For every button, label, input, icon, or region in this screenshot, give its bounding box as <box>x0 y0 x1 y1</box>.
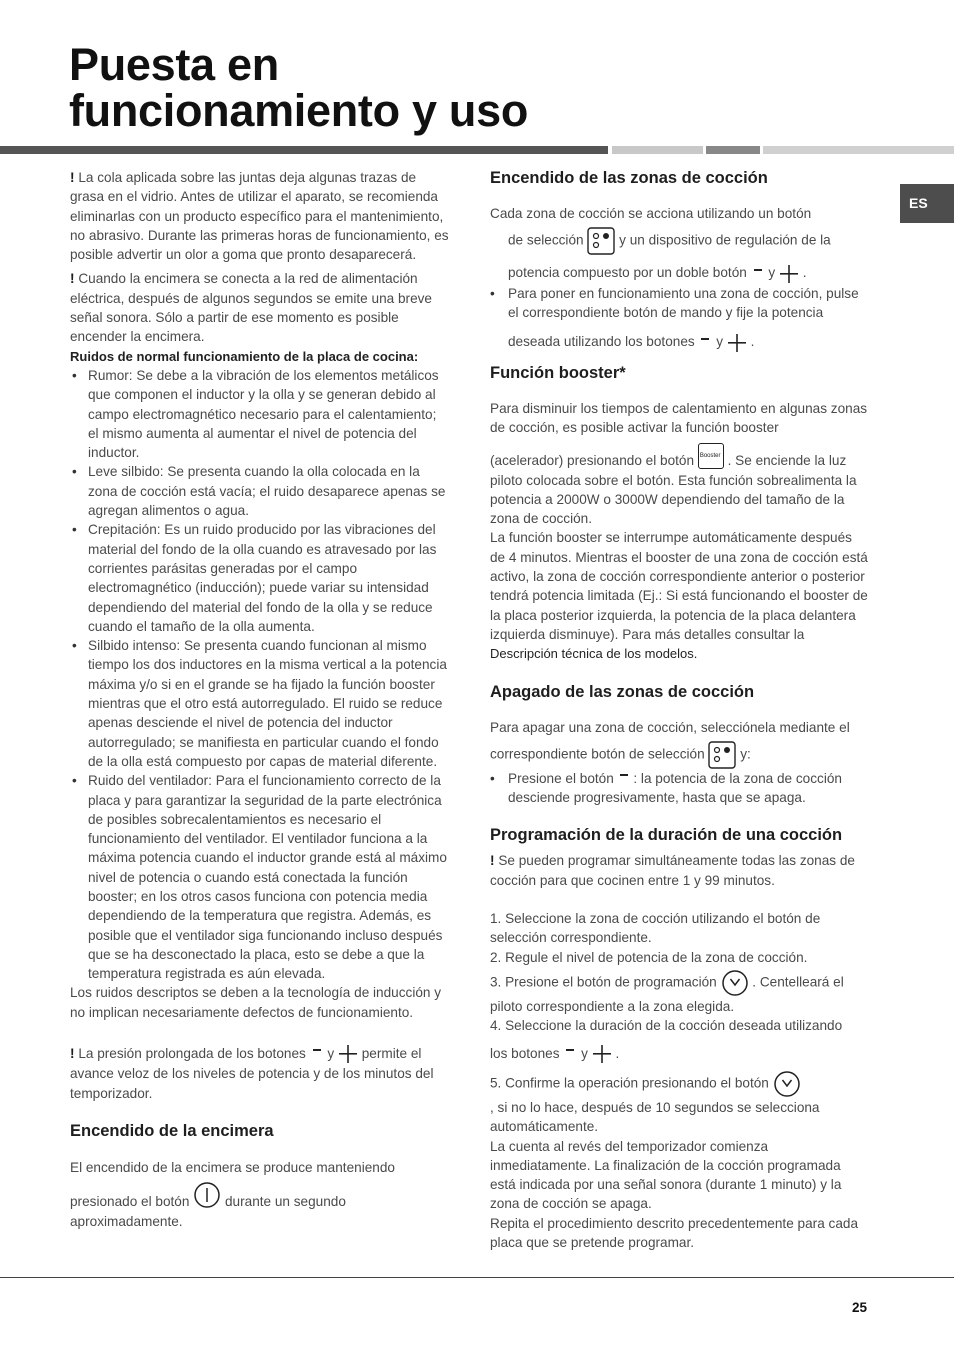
section-heading-encimera: Encendido de la encimera <box>70 1122 274 1141</box>
step-3-text-a: 3. Presione el botón de programación <box>490 974 717 990</box>
step-3 <box>490 969 870 1016</box>
power-icon <box>193 1181 221 1209</box>
encimera-line-1: El encendido de la encimera se produce manteniendo <box>70 1160 395 1176</box>
programacion-note <box>490 851 870 890</box>
apagado-list <box>490 769 870 808</box>
zonas-text-f: deseada utilizando los botones <box>508 334 695 350</box>
plus-icon <box>592 1044 612 1064</box>
zonas-line-3 <box>490 263 870 283</box>
booster-text-a: (acelerador) presionando el botón <box>490 453 695 469</box>
selection-button-icon <box>708 741 736 769</box>
list-item: • Crepitación: Es un ruido producido por las vibraciones del material del fondo de la olla cuando es atravesado por las corrientes parásitas generadas por el campo electromagnético (inducción); puede variar su intensidad dependiendo del material del fondo de la olla y se reduce cuando el tamaño de la olla aumenta. <box>70 520 450 636</box>
booster-line-3 <box>490 528 870 663</box>
step-4-text-a: los botones <box>490 1045 560 1061</box>
section-heading-programacion: Programación de la duración de una cocción <box>490 826 843 845</box>
noise-list <box>70 366 450 984</box>
step-4: 4. Seleccione la duración de la cocción deseada utilizando <box>490 1018 843 1034</box>
list-item: • Ruido del ventilador: Para el funcionamiento correcto de la placa y para garantizar la seguridad de la parte electrónica de posibles sobrecalentamientos es necesario el funcionamiento del ventilador. El ventilador funciona a la máxima potencia cuando el inductor grande está al máximo nivel de potencia o cuando está conectada la función booster; en los otros casos funciona con potencia media dependiendo de la temperatura que registra. Además, es posible que el ventilador siga funcionando incluso después que se ha desconectado la placa, esto se debe a que la temperatura registrada es aún elevada. <box>70 771 450 983</box>
list-item <box>490 769 870 808</box>
zonas-text-h: . <box>750 334 755 350</box>
plus-icon <box>338 1044 358 1064</box>
step-4-buttons <box>490 1044 870 1064</box>
section-heading-apagado: Apagado de las zonas de cocción <box>490 682 755 701</box>
zonas-list <box>490 284 870 353</box>
footer-rule <box>0 1277 954 1278</box>
left-column <box>70 168 450 1231</box>
header-bar-mid <box>706 146 760 154</box>
warning-glue-text: La cola aplicada sobre las juntas deja algunas trazas de grasa en el vidrio. Antes de utilizar el aparato, se recomienda eliminarlas con un producto específico para el mantenimiento, no abrasivo. Durante las primeras horas de funcionamiento, es posible advertir un olor a goma que pronto desaparecerá. <box>70 170 449 263</box>
page-title-line-1: Puesta en <box>69 39 279 90</box>
header-bar-light-2 <box>763 146 954 154</box>
zonas-text-e: . <box>802 265 807 281</box>
exclamation-icon: ! <box>490 853 495 869</box>
timer-countdown-note: La cuenta al revés del temporizador comienza inmediatamente. La finalización de la cocción programada está indicada por una señal sonora (durante 1 minuto) y la zona de cocción se apaga. <box>490 1138 842 1212</box>
plus-icon <box>779 264 799 284</box>
step-5-text-a: 5. Confirme la operación presionando el botón <box>490 1075 769 1091</box>
minus-icon <box>618 772 630 786</box>
long-press-text-a: La presión prolongada de los botones <box>78 1046 306 1062</box>
long-press-text-b: y <box>327 1046 335 1062</box>
timer-icon <box>721 969 749 997</box>
booster-button-icon <box>698 443 724 469</box>
booster-text-b: . Se enciende la luz piloto colocada sobre el botón. Esta función sobrealimenta la potencia a 2000W o 3000W dependiendo del tamaño de la zona de cocción. <box>490 453 857 527</box>
exclamation-icon: ! <box>70 271 75 287</box>
minus-icon <box>751 266 765 282</box>
list-item <box>490 284 870 353</box>
list-item: • Leve silbido: Se presenta cuando la olla colocada en la zona de cocción está vacía; el ruido desaparece apenas se agregan alimentos o agua. <box>70 462 450 520</box>
plus-icon <box>727 333 747 353</box>
booster-icon-label: Booster <box>699 453 721 460</box>
page-title <box>69 39 529 136</box>
long-press-text-c: permite el avance veloz de los niveles de potencia y de los minutos del temporizador. <box>70 1046 434 1101</box>
step-5 <box>490 1070 870 1137</box>
page-number: 25 <box>852 1300 868 1315</box>
zonas-text-b: y un dispositivo de regulación de la <box>619 232 831 248</box>
language-tab: ES <box>900 184 954 223</box>
encimera-line-2 <box>70 1181 450 1231</box>
repeat-note: Repita el procedimiento descrito precedentemente para cada placa que se pretende programar. <box>490 1215 859 1251</box>
warning-power-text: Cuando la encimera se conecta a la red de alimentación eléctrica, después de algunos segundos se emite una breve señal sonora. Sólo a partir de ese momento es posible encender la encimera. <box>70 271 432 345</box>
zonas-text-a: de selección <box>508 232 584 248</box>
warning-glue <box>70 168 450 264</box>
page-title-line-2: funcionamiento y uso <box>69 85 529 136</box>
selection-button-icon <box>587 227 615 255</box>
list-item: • Rumor: Se debe a la vibración de los elementos metálicos que componen el inductor y la olla y se generan debido al campo electromagnético necesario para el calentamiento; el mismo aumenta al aumentar el nivel de potencia del inductor. <box>70 366 450 462</box>
encimera-text-c: durante un segundo aproximadamente. <box>70 1194 346 1229</box>
header-bar-light-1 <box>612 146 703 154</box>
booster-line-1: Para disminuir los tiempos de calentamiento en algunas zonas de cocción, es posible activar la función booster <box>490 400 868 435</box>
list-item: • Silbido intenso: Se presenta cuando funcionan al mismo tiempo los dos inductores en la misma vertical a la potencia máxima y/o si en el grande se ha fijado la función booster mientras que el otro está autorregulado. El ruido se reduce apenas desciende el nivel de potencia del inductor autorregulado; se manifiesta en particular cuando el fondo de la olla está compuesto por capas de material diferente. <box>70 636 450 771</box>
exclamation-icon: ! <box>70 1046 75 1062</box>
step-1: 1. Seleccione la zona de cocción utilizando el botón de selección correspondiente. <box>490 911 821 946</box>
booster-line-2 <box>490 443 870 528</box>
zonas-text-d: y <box>768 265 776 281</box>
apagado-text-d: : la potencia de la zona de cocción desciende progresivamente, hasta que se apaga. <box>508 770 842 806</box>
minus-icon <box>698 335 712 351</box>
section-heading-booster: Función booster* <box>490 363 626 382</box>
apagado-text-c: Presione el botón <box>508 770 614 786</box>
apagado-text-b: y: <box>740 746 751 762</box>
step-3-text-b: . Centelleará el piloto correspondiente a la zona elegida. <box>490 974 844 1014</box>
apagado-line-2 <box>490 741 870 769</box>
zonas-bullet-text: Para poner en funcionamiento una zona de cocción, pulse el correspondiente botón de mando y fije la potencia <box>508 285 859 320</box>
step-5-text-b: , si no lo hace, después de 10 segundos se selecciona automáticamente. <box>490 1099 820 1135</box>
zonas-line-2 <box>490 227 870 255</box>
minus-icon <box>563 1046 577 1062</box>
header-bar-dark <box>0 146 608 154</box>
warning-power <box>70 269 450 346</box>
noise-conclusion: Los ruidos descriptos se deben a la tecnología de inducción y no implican necesariamente defectos de funcionamiento. <box>70 985 442 1020</box>
step-4-text-c: . <box>615 1045 620 1061</box>
step-4-text-b: y <box>581 1045 588 1061</box>
section-heading-zonas: Encendido de las zonas de cocción <box>490 169 768 187</box>
apagado-line-1: Para apagar una zona de cocción, selecciónela mediante el <box>490 719 850 735</box>
encimera-text-b: presionado el botón <box>70 1194 190 1210</box>
step-2: 2. Regule el nivel de potencia de la zona de cocción. <box>490 949 808 965</box>
zonas-text-c: potencia compuesto por un doble botón <box>508 265 747 281</box>
noise-heading: Ruidos de normal funcionamiento de la placa de cocina: <box>70 348 419 364</box>
timer-icon <box>773 1070 801 1098</box>
zonas-text-g: y <box>716 334 724 350</box>
right-column <box>490 168 870 1252</box>
programacion-note-text: Se pueden programar simultáneamente todas las zonas de cocción para que cocinen entre 1 y 99 minutos. <box>490 853 855 888</box>
booster-link-text: Descripción técnica de los modelos. <box>490 646 698 662</box>
zonas-line-1: Cada zona de cocción se acciona utilizando un botón <box>490 206 812 221</box>
booster-text-c: La función booster se interrumpe automáticamente después de 4 minutos. Mientras el booster de una zona de cocción está activo, la zona de cocción correspondiente anterior o posterior tendrá potencia limitada (Ej.: Si está funcionando el booster de la placa posterior izquierda, la potencia de la placa delantera izquierda disminuye). Para más detalles consultar la <box>490 530 868 642</box>
exclamation-icon: ! <box>70 170 75 185</box>
long-press-note <box>70 1044 450 1103</box>
minus-icon <box>310 1046 324 1062</box>
apagado-text-a: correspondiente botón de selección <box>490 746 705 762</box>
